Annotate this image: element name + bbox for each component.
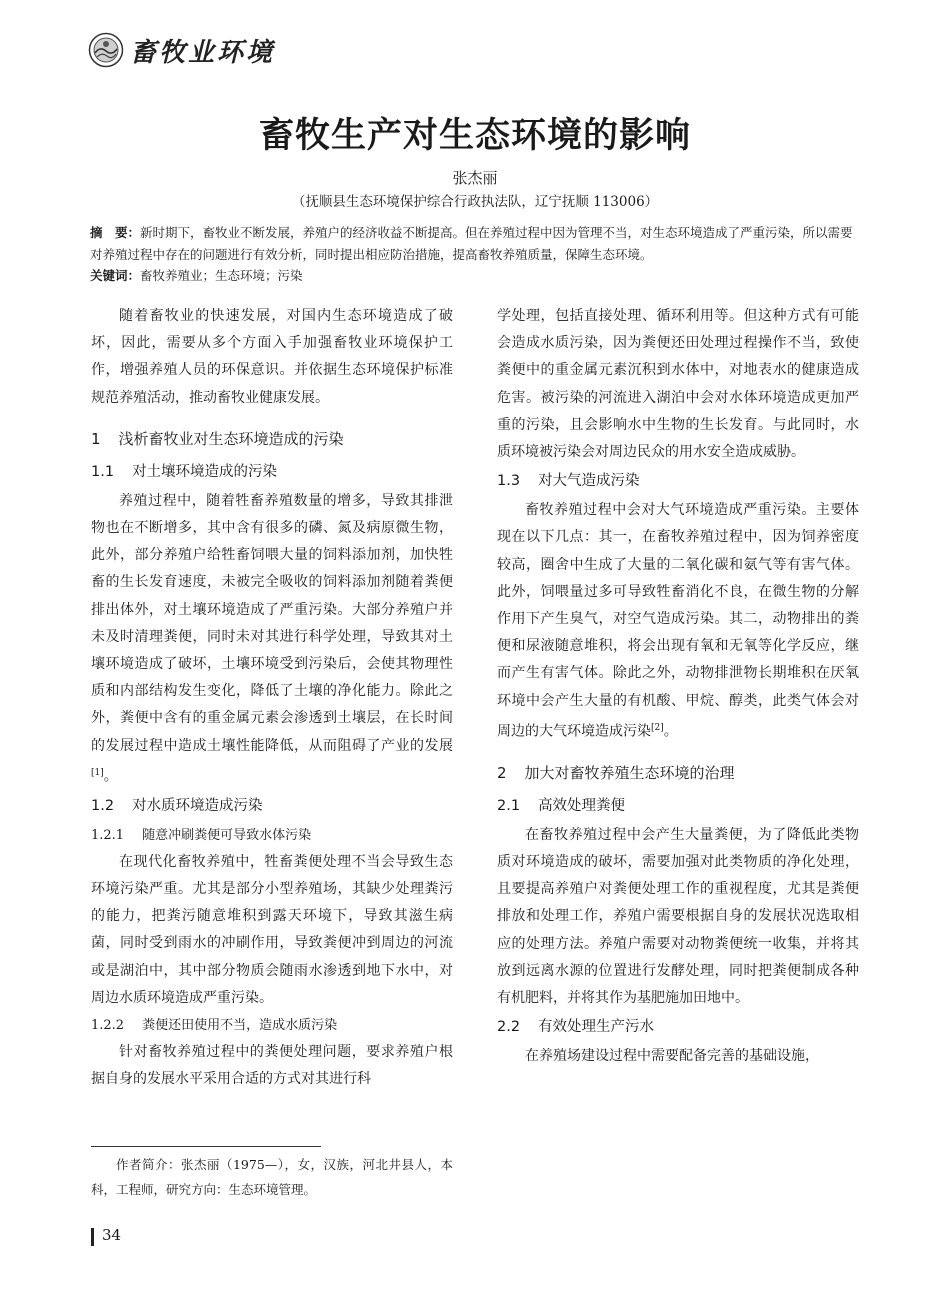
- body-paragraph: 养殖过程中，随着牲畜养殖数量的增多，导致其排泄物也在不断增多，其中含有很多的磷、氮及病原微生物，此外，部分养殖户给牲畜饲喂大量的饲料添加剂，加快牲畜的生长发育速度，未被完全吸收的饲料添加剂随着粪便排出体外，对土壤环境造成了严重污染。大部分养殖户并未及时清理粪便，同时未对其进行科学处理，导致其对土壤环境造成了破坏，土壤环境受到污染后，会使其物理性质和内部结构发生变化，降低了土壤的净化能力。除此之外，粪便中含有的重金属元素会渗透到土壤层，在长时间的发展过程中造成土壤性能降低，从而阻碍了产业的发展[1]。: [91, 492, 453, 785]
- section-heading: 2 加大对畜牧养殖生态环境的治理: [497, 763, 735, 782]
- author-affiliation: （抚顺县生态环境保护综合行政执法队，辽宁抚顺 113006）: [291, 194, 659, 210]
- abstract-text: 新时期下，畜牧业不断发展，养殖户的经济收益不断提高。但在养殖过程中因为管理不当，对生态环境造成了严重污染，所以需要对养殖过程中存在的问题进行有效分析，同时提出相应防治措施，提高畜牧养殖质量，保障生态环境。: [90, 225, 853, 262]
- body-paragraph: 学处理，包括直接处理、循环利用等。但这种方式有可能会造成水质污染，因为粪便还田处理过程操作不当，致使粪便中的重金属元素沉积到水体中，对地表水的健康造成危害。被污染的河流进入湖泊中会对水体环境造成更加严重的污染，且会影响水中生物的生长发育。与此同时，水质环境被污染会对周边民众的用水安全造成威胁。: [497, 308, 859, 461]
- body-paragraph: 畜牧养殖过程中会对大气环境造成严重污染。主要体现在以下几点：其一，在畜牧养殖过程中，因为饲养密度较高，圈舍中生成了大量的二氧化碳和氨气等有害气体。此外，饲喂量过多可导致牲畜消化不良，在微生物的分解作用下产生臭气，对空气造成污染。其二，动物排出的粪便和尿液随意堆积，将会出现有氧和无氧等化学反应，继而产生有害气体。除此之外，动物排泄物长期堆积在厌氧环境中会产生大量的有机酸、甲烷、醇类，此类气体会对周边的大气环境造成污染[2]。: [497, 502, 859, 740]
- subsubsection-heading: 1.2.2 粪便还田使用不当，造成水质污染: [91, 1017, 338, 1033]
- keywords-text: 畜牧养殖业；生态环境；污染: [140, 268, 303, 283]
- subsubsection-heading: 1.2.1 随意冲刷粪便可导致水体污染: [91, 827, 312, 843]
- keywords-label: 关键词：: [90, 268, 141, 283]
- journal-header: [88, 30, 275, 70]
- page-number: 34: [102, 1226, 122, 1244]
- footnote-divider: [91, 1146, 321, 1147]
- subsection-heading: 2.1 高效处理粪便: [497, 797, 626, 814]
- subsection-heading: 1.3 对大气造成污染: [497, 473, 640, 490]
- body-paragraph: 在畜牧养殖过程中会产生大量粪便，为了降低此类物质对环境造成的破坏，需要加强对此类物质的净化处理，且要提高养殖户对粪便处理工作的重视程度，尤其是粪便排放和处理工作，养殖户需要根据自身的发展状况选取相应的处理方法。养殖户需要对动物粪便统一收集，并将其放到远离水源的位置进行发酵处理，同时把粪便制成各种有机肥料，并将其作为基肥施加田地中。: [497, 826, 859, 1006]
- section-heading: 1 浅析畜牧业对生态环境造成的污染: [91, 429, 344, 448]
- intro-paragraph: 随着畜牧业的快速发展，对国内生态环境造成了破坏，因此，需要从多个方面入手加强畜牧业环境保护工作，增强养殖人员的环保意识。并依据生态环境保护标准规范养殖活动，推动畜牧业健康发展。: [91, 308, 453, 406]
- citation: [2]: [651, 722, 664, 733]
- abstract: [90, 222, 860, 266]
- abstract-label: 摘 要：: [90, 225, 141, 240]
- subsection-heading: 1.2 对水质环境造成污染: [91, 797, 263, 814]
- body-paragraph: 针对畜牧养殖过程中的粪便处理问题，要求养殖户根据自身的发展水平采用合适的方式对其进行科: [91, 1043, 453, 1088]
- author-footnote: 作者简介：张杰丽（1975—），女，汉族，河北井县人，本科，工程师，研究方向：生态环境管理。: [91, 1157, 453, 1197]
- citation: [1]: [91, 767, 104, 778]
- body-paragraph: 在养殖场建设过程中需要配备完善的基础设施，: [525, 1048, 819, 1065]
- article-author: 张杰丽: [452, 169, 498, 187]
- journal-name: 畜牧业环境: [130, 37, 276, 68]
- subsection-heading: 1.1 对土壤环境造成的污染: [91, 463, 278, 480]
- journal-logo-icon: [88, 32, 124, 68]
- left-column: [91, 303, 453, 1093]
- body-paragraph: 在现代化畜牧养殖中，牲畜粪便处理不当会导致生态环境污染严重。尤其是部分小型养殖场，其缺少处理粪污的能力，把粪污随意堆积到露天环境下，导致其滋生病菌，同时受到雨水的冲刷作用，导致粪便冲到周边的河流或是湖泊中，其中部分物质会随雨水渗透到地下水中，对周边水质环境造成严重污染。: [91, 853, 453, 1006]
- right-column: [497, 303, 859, 1070]
- subsection-heading: 2.2 有效处理生产污水: [497, 1019, 655, 1036]
- article-title: 畜牧生产对生态环境的影响: [258, 116, 691, 156]
- keywords: [90, 265, 860, 287]
- page-number-bar: [91, 1228, 94, 1246]
